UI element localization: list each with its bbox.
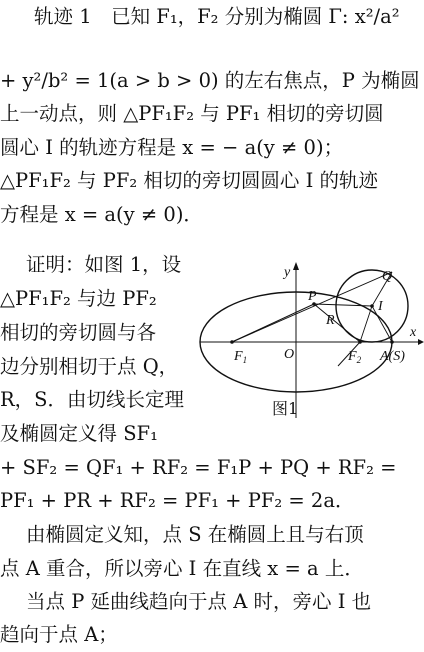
line-f1-q (232, 272, 392, 342)
text-line-11: R，S．由切线长定理 (0, 388, 185, 411)
text-line-13: + SF₂ = QF₁ + RF₂ = F₁P + PQ + RF₂ = (0, 456, 397, 479)
label-x: x (410, 325, 417, 340)
text-line-18: 趋向于点 A； (0, 623, 118, 646)
text-line-15: 由椭圆定义知，点 S 在椭圆上且与右顶 (26, 523, 364, 546)
label-r: R (326, 313, 335, 328)
text-line-16: 点 A 重合，所以旁心 I 在直线 x = a 上． (0, 557, 364, 580)
text-line-10: 边分别相切于点 Q， (0, 355, 179, 378)
text-line-7: 证明：如图 1，设 (26, 253, 182, 276)
label-f2: $F_2$ (348, 349, 362, 365)
text-line-3: 上一动点，则 △PF₁F₂ 与 PF₁ 相切的旁切圆 (0, 102, 384, 125)
point-a (390, 340, 394, 344)
line-p-f2 (314, 304, 360, 342)
point-f2 (358, 340, 362, 344)
point-i (370, 304, 374, 308)
line-f2-i (360, 306, 372, 342)
text-line-4: 圆心 I 的轨迹方程是 x = − a(y ≠ 0)； (0, 136, 344, 159)
label-q: Q (382, 269, 393, 284)
label-o: O (284, 347, 295, 362)
text-line-8: △PF₁F₂ 与边 PF₂ (0, 287, 157, 310)
text-line-6: 方程是 x = a(y ≠ 0)． (0, 203, 203, 226)
figure-caption: 图1 (272, 399, 299, 418)
label-i: I (378, 299, 383, 314)
line-p-i (314, 304, 372, 306)
label-y: y (284, 265, 291, 280)
label-f1: $F_1$ (234, 349, 248, 365)
text-line-12: 及椭圆定义得 SF₁ (0, 422, 158, 445)
text-line-2: + y²/b² = 1(a > b > 0) 的左右焦点，P 为椭圆 (0, 69, 420, 92)
x-axis-arrow (418, 339, 424, 345)
text-line-17: 当点 P 延曲线趋向于点 A 时，旁心 I 也 (26, 590, 372, 613)
text-line-9: 相切的旁切圆与各 (0, 321, 157, 344)
ellipse-figure (196, 262, 424, 422)
line-f1-p (232, 304, 314, 342)
text-line-1: 轨迹 1 已知 F₁，F₂ 分别为椭圆 Γ: x²/a² (34, 5, 400, 28)
label-p: P (308, 289, 317, 304)
text-line-5: △PF₁F₂ 与 PF₂ 相切的旁切圆圆心 I 的轨迹 (0, 169, 378, 192)
label-a: A(S) (380, 349, 405, 364)
text-line-14: PF₁ + PR + RF₂ = PF₁ + PF₂ = 2a． (0, 489, 355, 512)
point-f1 (230, 340, 234, 344)
y-axis-arrow (293, 262, 299, 270)
